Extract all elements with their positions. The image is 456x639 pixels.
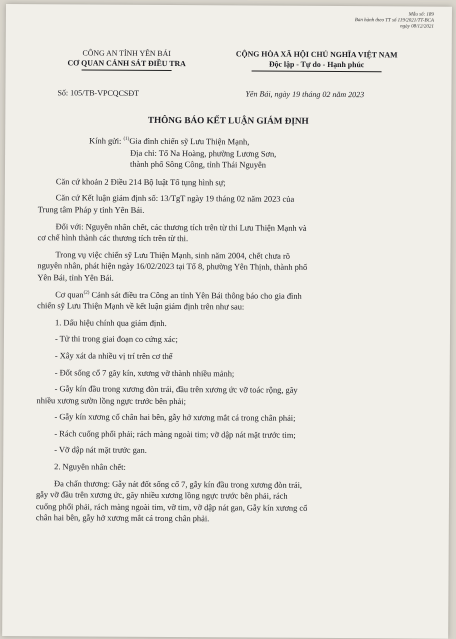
paragraph-line: Trung tâm Pháp y tỉnh Yên Bái. bbox=[37, 205, 145, 215]
section-heading: 1. Dấu hiệu chính qua giám định. bbox=[55, 318, 167, 328]
paragraph-line: gẫy vỡ đầu trên xương ức, gãy nhiều xương lồng ngực trước bên phải, rách bbox=[35, 490, 288, 501]
motto-underline bbox=[252, 71, 382, 73]
national-heading bbox=[202, 49, 432, 72]
paragraph-line: Yên Bái, tỉnh Yên Bái. bbox=[37, 273, 114, 283]
paragraph-line: nguyên nhân, phát hiện ngày 16/02/2023 tại Tổ 8, phường Yên Thịnh, thành phố bbox=[37, 261, 308, 273]
agency-underline bbox=[82, 69, 172, 71]
document-number: Số: 105/TB-VPCQCSĐT bbox=[57, 88, 140, 98]
form-number: Mẫu số: 189 bbox=[408, 12, 434, 18]
paragraph-line: chiến sỹ Lưu Thiện Mạnh về kết luận giám định trên như sau: bbox=[37, 301, 245, 312]
republic-name: CỘNG HÒA XÃ HỘI CHỦ NGHĨA VIỆT NAM bbox=[235, 49, 398, 60]
paragraph-line: Căn cứ khoản 2 Điều 214 Bộ luật Tố tụng hình sự; bbox=[55, 177, 226, 188]
list-item-continued: nhiều xương sườn lồng ngực trước bên phải; bbox=[36, 395, 186, 406]
footnote-marker: (1) bbox=[123, 136, 130, 142]
agency-parent: CÔNG AN TỈNH YÊN BÁI bbox=[82, 48, 171, 59]
form-number-note bbox=[355, 12, 434, 30]
place-date: Yên Bái, ngày 19 tháng 02 năm 2023 bbox=[245, 89, 365, 100]
paragraph-line: cơ chế hình thành các thương tích trên từ thi. bbox=[37, 233, 189, 244]
national-motto: Độc lập - Tự do - Hạnh phúc bbox=[268, 59, 365, 70]
paragraph-line: chân hai bên, gẫy hở xương mắt cá trong chân phải. bbox=[35, 513, 210, 524]
list-item: - Gẫy kín đầu trong xương đòn trái, đầu trên xương ức vỡ toác rộng, gãy bbox=[54, 384, 298, 395]
list-item: - Rách cuống phổi phải; rách màng ngoài tim; vỡ dập nát mặt trước tim; bbox=[54, 429, 296, 440]
list-item: - Gẫy kín xương cổ chân hai bên, gẫy hở xương mắt cá trong chân phải; bbox=[54, 412, 296, 424]
list-item: - Xây xát da nhiều vị trí trên cơ thể bbox=[54, 351, 173, 361]
section-heading: 2. Nguyên nhân chết: bbox=[54, 462, 126, 472]
text-span: Cảnh sát điều tra Công an tỉnh Yên Bái thông báo cho gia đình bbox=[89, 290, 302, 301]
paragraph-line: Đối với: Nguyên nhân chết, các thương tích trên từ thi Lưu Thiện Mạnh và bbox=[55, 221, 307, 233]
form-reference: Ban hành theo TT số 119/2021/TT-BCA bbox=[354, 18, 434, 24]
list-item: - Vỡ dập nát mặt trước gan. bbox=[54, 445, 147, 456]
text-span: Cơ quan bbox=[55, 289, 84, 300]
recipient-label: Kính gửi: bbox=[89, 136, 124, 146]
agency-name: CƠ QUAN CẢNH SÁT ĐIỀU TRA bbox=[67, 58, 186, 69]
paragraph-line: Trong vụ việc chiến sỹ Lưu Thiện Mạnh, sinh năm 2004, chết chưa rõ bbox=[55, 250, 290, 261]
recipient-address: Địa chỉ: Tổ Na Hoàng, phường Lương Sơn, bbox=[130, 148, 277, 159]
recipient-name: Gia đình chiến sỹ Lưu Thiện Mạnh, bbox=[129, 136, 250, 147]
issuing-agency bbox=[42, 48, 212, 71]
list-item: - Đốt sống cổ 7 gãy kín, xương vỡ thành nhiều mảnh; bbox=[54, 367, 235, 378]
paragraph-line: cuống phổi phải, rách màng ngoài tim, vỡ tim, vỡ dập nát gan, Gẫy kín xương cổ bbox=[35, 502, 308, 513]
footnote-marker: (2) bbox=[83, 290, 90, 296]
paragraph-line: Đa chấn thương: Gẫy nát đốt sống cổ 7, gẫy kín đầu trong xương đòn trái, bbox=[54, 478, 303, 490]
document-page bbox=[2, 4, 452, 639]
document-body bbox=[23, 135, 435, 527]
list-item: - Tử thi trong giai đoạn co cứng xác; bbox=[54, 334, 178, 345]
document-title: THÔNG BÁO KẾT LUẬN GIÁM ĐỊNH bbox=[147, 114, 309, 126]
paragraph-line: Căn cứ Kết luận giám định số: 13/TgT ngày 19 tháng 02 năm 2023 của bbox=[55, 193, 295, 205]
form-reference-date: ngày 08/12/2021 bbox=[400, 24, 434, 30]
recipient-address-city: thành phố Sông Công, tỉnh Thái Nguyên bbox=[129, 159, 266, 170]
